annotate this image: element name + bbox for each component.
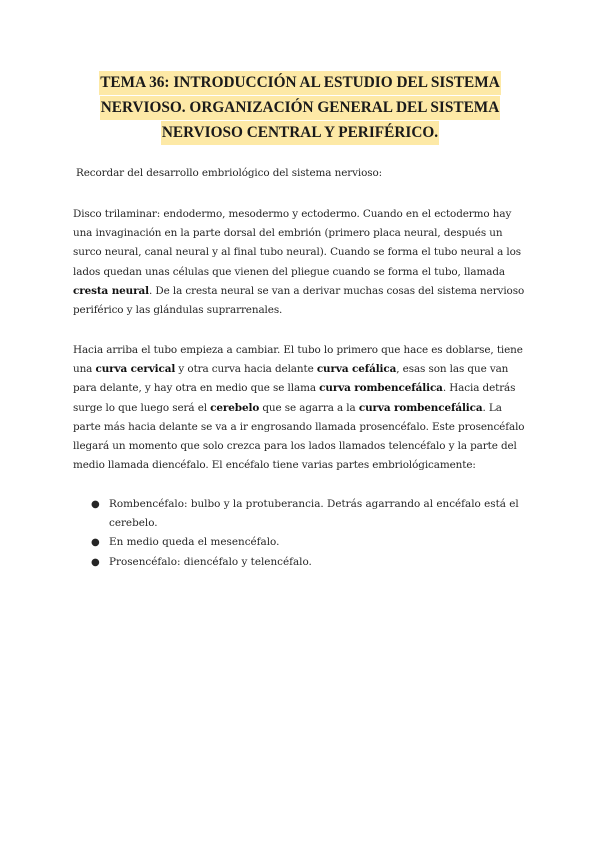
paragraph2-text-1: Hacia arriba el tubo empieza a cambiar. El tubo lo primero que hace es doblarse, tiene una [73,344,523,376]
paragraph1-text-a: Disco trilaminar: endodermo, mesodermo y ectodermo. Cuando en el ectodermo hay una invaginación en la parte dorsal del embrión (primero placa neural, después un surco neural, canal neural y al final tubo neural). Cuando se forma el tubo neural a los lados quedan unas células que vienen del pliegue cuando se forma el tubo, llamada [73,208,521,278]
paragraph2-text-3: , esas son las que van para delante, y hay otra en medio que se llama [73,363,509,395]
term-cerebelo: cerebelo [210,401,260,414]
paragraph-tubo-neural [73,341,529,475]
paragraph1-text-b: . De la cresta neural se van a derivar muchas cosas del sistema nervioso periférico y las glándulas suprarrenales. [73,284,525,317]
paragraph2-text-2: y otra curva hacia delante [175,363,317,376]
title-line-2: NERVIOSO. ORGANIZACIÓN GENERAL DEL SISTEMA [100,99,500,116]
list-item [73,533,529,552]
list-item-text: Prosencéfalo: diencéfalo y telencéfalo. [109,555,312,568]
title-line-3: NERVIOSO CENTRAL Y PERIFÉRICO. [161,124,439,141]
term-cresta-neural: cresta neural [73,284,149,297]
bullet-icon: ● [91,499,100,510]
paragraph-disco-trilaminar [73,205,529,320]
list-item [73,495,529,533]
paragraph2-text-5: que se agarra a la [259,401,359,414]
bullet-icon: ● [91,537,100,549]
list-item-text: En medio queda el mesencéfalo. [109,536,280,549]
page-title [60,70,540,145]
paragraph2-text-4: . Hacia detrás surge lo que luego será el [73,382,516,414]
intro-text: Recordar del desarrollo embriológico del sistema nervioso: [76,167,383,179]
term-curva-rombencefalica-2: curva rombencefálica [358,401,483,414]
title-line-1: TEMA 36: INTRODUCCIÓN AL ESTUDIO DEL SISTEMA [100,74,500,91]
term-curva-cefalica: curva cefálica [316,363,397,376]
list-item [73,553,529,572]
term-curva-cervical: curva cervical [95,363,176,376]
bullet-list [73,495,529,572]
bullet-icon: ● [91,556,100,568]
title-highlight [99,71,501,145]
list-item-text: Rombencéfalo: bulbo y la protuberancia. Detrás agarrando al encéfalo está el cerebelo. [109,498,519,530]
paragraph2-text-6: . La parte más hacia delante se va a ir engrosando llamada prosencéfalo. Este prosencéfalo llegará un momento que solo crezca para los lados llamados telencéfalo y la parte del medio llamada diencéfalo. El encéfalo tiene varias partes embriológicamente: [73,401,525,472]
term-curva-rombencefalica: curva rombencefálica [319,382,443,395]
